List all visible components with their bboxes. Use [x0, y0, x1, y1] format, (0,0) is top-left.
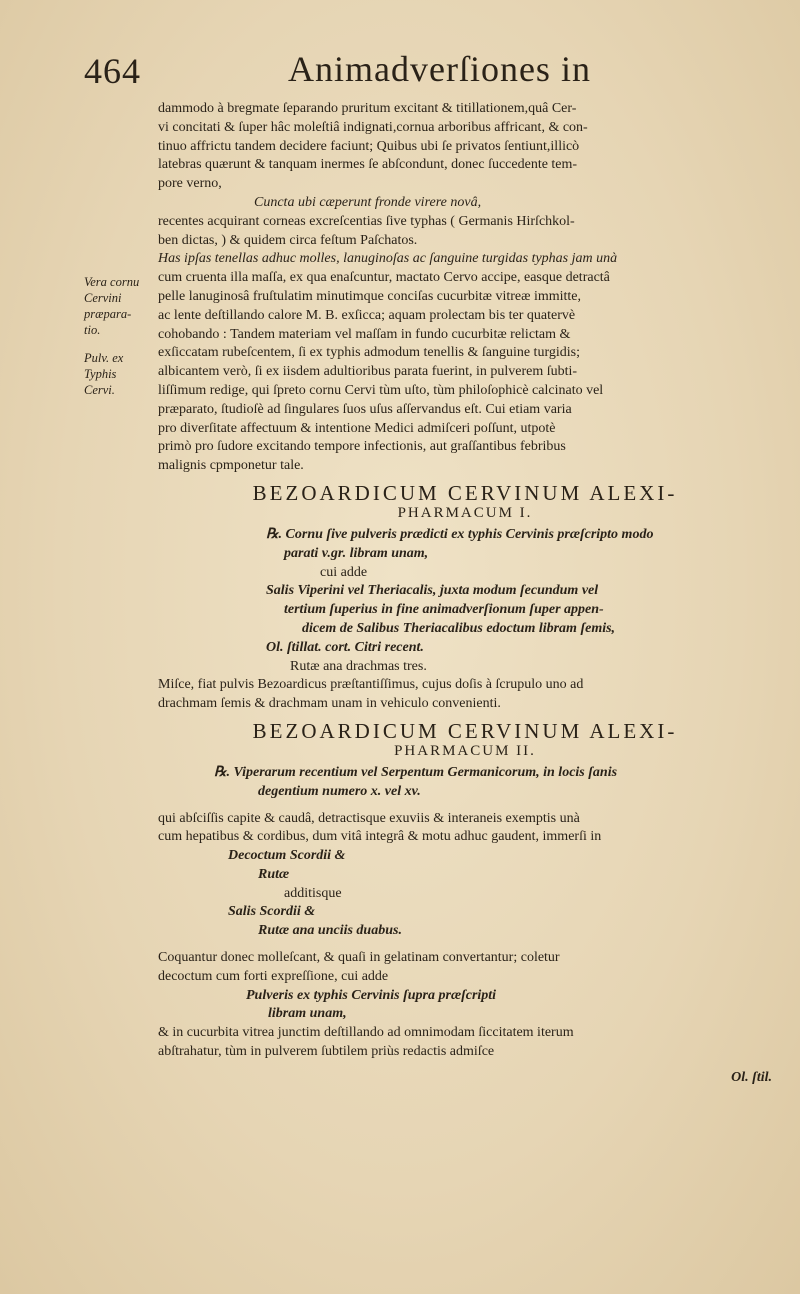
text-line: cohobando : Tandem materiam vel maſſam in fundo cucurbitæ relictam & [158, 326, 571, 342]
recipe-line: degentium numero x. vel xv. [258, 783, 421, 799]
recipe-line: Salis Scordii & [228, 904, 316, 920]
text-line: albicantem verò, ſi ex iisdem adultioribus parata fuerint, in pulverem ſubti- [158, 364, 578, 380]
recipe-line: ℞. Cornu ſive pulveris prædicti ex typhis Cervinis præſcripto modo [266, 526, 654, 542]
recipe-2-list-2 [158, 987, 772, 1025]
text-line: malignis cpmponetur tale. [158, 458, 304, 474]
recipe-line: ℞. Viperarum recentium vel Serpentum Germanicorum, in locis ſanis [214, 764, 618, 780]
margin-line: Typhis [84, 367, 117, 381]
text-line: Has ipſas tenellas adhuc molles, lanuginoſas ac ſanguine turgidas typhas jam unà [158, 251, 618, 267]
recipe-line: Rutæ [258, 866, 290, 882]
text-line: Coquantur donec molleſcant, & quaſi in gelatinam convertantur; coletur [158, 950, 560, 966]
recipe-2-subtitle: PHARMACUM II. [394, 742, 536, 759]
text-line: pelle lanuginosâ fruſtulatim minutimque conciſas cucurbitæ vitreæ immitte, [158, 288, 582, 304]
text-line: abſtrahatur, tùm in pulverem ſubtilem priùs redactis admiſce [158, 1044, 495, 1060]
recipe-line: cui adde [320, 564, 368, 580]
recipe-line: Rutæ ana drachmas tres. [290, 658, 427, 674]
margin-line: Pulv. ex [84, 351, 124, 365]
recipe-1-subtitle: PHARMACUM I. [397, 504, 533, 521]
text-line: præparato, ſtudioſè ad ſingulares ſuos uſus aſſervandus eſt. Cui etiam varia [158, 401, 572, 417]
recipe-2-ingredient [158, 764, 772, 802]
text-line: vi concitati & ſuper hâc moleſtiâ indignati,cornua arboribus affricant, & con- [158, 119, 588, 135]
recipe-line: Pulveris ex typhis Cervinis ſupra præſcripti [246, 987, 497, 1003]
recipe-line: libram unam, [268, 1006, 347, 1022]
recipe-line: additisque [284, 885, 342, 901]
recipe-1-ingredients [158, 526, 772, 676]
page-number: 464 [84, 51, 141, 91]
text-line: Miſce, fiat pulvis Bezoardicus præſtantiſſimus, cujus doſis à ſcrupulo uno ad [158, 677, 584, 693]
recipe-line: Rutæ ana unciis duabus. [258, 923, 402, 939]
recipe-line: dicem de Salibus Theriacalibus edoctum libram ſemis, [302, 620, 616, 636]
text-line: dammodo à bregmate ſeparando pruritum excitant & titillationem,quâ Cer- [158, 101, 577, 116]
text-line: primò pro ſudore excitando tempore infectionis, aut graſſantibus febribus [158, 439, 566, 455]
running-head: Animadverſiones in [288, 49, 591, 89]
recipe-2-title: BEZOARDICUM CERVINUM ALEXI- [252, 718, 678, 743]
margin-note-2 [84, 350, 123, 398]
recipe-1-title: BEZOARDICUM CERVINUM ALEXI- [252, 480, 678, 505]
text-line: recentes acquirant corneas excreſcentias ſive typhas ( Germanis Hirſchkol- [158, 213, 575, 229]
text-line: ben dictas, ) & quidem circa feſtum Paſchatos. [158, 232, 418, 248]
text-line: qui abſciſſis capite & caudâ, detractisque exuviis & interaneis exemptis unà [158, 810, 580, 826]
recipe-line: tertium ſuperius in fine animadverſionum ſuper appen- [284, 602, 604, 618]
text-line: liſſimum redige, qui ſpreto cornu Cervi tùm uſto, tùm philoſophicè calcinato vel [158, 382, 604, 398]
text-line: cum hepatibus & cordibus, dum vitâ integrâ & motu adhuc gaudent, immerſi in [158, 829, 602, 845]
text-line: pore verno, [158, 176, 222, 192]
margin-line: Cervi. [84, 383, 115, 397]
text-line: decoctum cum forti expreſſione, cui adde [158, 968, 389, 984]
text-line: & in cucurbita vitrea junctim deſtillando ad omnimodam ſiccitatem iterum [158, 1025, 574, 1041]
text-line: latebras quærunt & tanquam inermes ſe abſcondunt, donec ſuccedente tem- [158, 157, 578, 173]
recipe-line: Ol. ſtillat. cort. Citri recent. [266, 639, 424, 655]
margin-line: Vera cornu [84, 275, 140, 289]
text-line: pro diverſitate affectuum & intentione Medici admiſceri poſſunt, utpotè [158, 420, 556, 436]
catchword: Ol. ſtil. [731, 1069, 772, 1085]
text-line: ac lente deſtillando calore M. B. exſicca; aquam prolectam bis ter quatervè [158, 307, 576, 323]
margin-line: tio. [84, 323, 101, 337]
recipe-line: Salis Viperini vel Theriacalis, juxta modum ſecundum vel [266, 583, 599, 599]
margin-line: præpara- [84, 307, 132, 321]
margin-line: Cervini [84, 291, 122, 305]
margin-note-1 [84, 274, 139, 338]
text-line: cum cruenta illa maſſa, ex qua enaſcuntur, mactato Cervo accipe, easque detractâ [158, 270, 610, 286]
text-line: drachmam ſemis & drachmam unam in vehiculo convenienti. [158, 696, 501, 712]
text-line: exſiccatam rubeſcentem, ſi ex typhis admodum tenellis & ſanguine turgidis; [158, 345, 580, 361]
recipe-line: parati v.gr. libram unam, [284, 545, 429, 561]
text-line: tinuo affrictu tandem decidere faciunt; Quibus ubi ſe privatos ſentiunt,illicò [158, 138, 580, 154]
verse-quote: Cuncta ubi cæperunt fronde virere novâ, [254, 194, 482, 210]
recipe-2-list [158, 847, 772, 941]
body-text [158, 100, 772, 1086]
recipe-line: Decoctum Scordii & [228, 848, 346, 864]
